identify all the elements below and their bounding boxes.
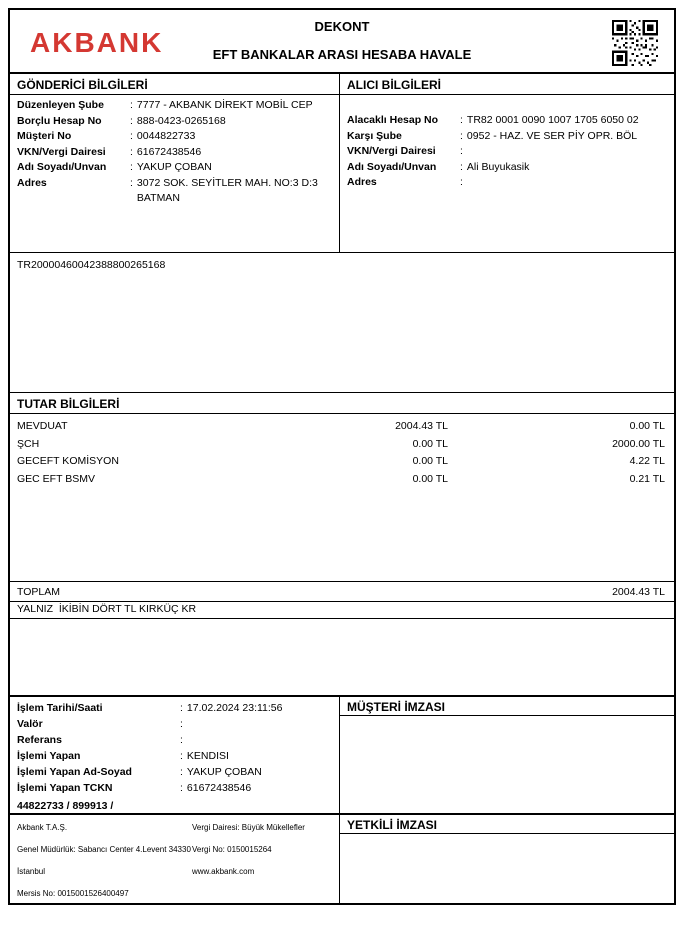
footer-headquarters: Genel Müdürlük: Sabancı Center 4.Levent 34330 <box>17 845 191 854</box>
amount-rows <box>10 414 674 488</box>
footer-city: İstanbul <box>17 867 46 876</box>
sender-row-name: Adı Soyadı/Unvan : YAKUP ÇOBAN <box>17 161 212 173</box>
header-titles <box>10 19 674 62</box>
transaction-reference: TR20000460042388800265168 <box>17 259 166 271</box>
recipient-info-section <box>340 74 674 252</box>
amount-row-sch: ŞCH 0.00 TL 2000.00 TL <box>17 437 665 450</box>
sender-section-title: GÖNDERİCİ BİLGİLERİ <box>10 74 339 95</box>
txn-row-performer-tckn: İşlemi Yapan TCKN : 61672438546 <box>17 782 252 794</box>
sender-row-address: Adres : 3072 SOK. SEYİTLER MAH. NO:3 D:3 BATMAN <box>17 176 318 204</box>
transaction-section <box>10 697 674 815</box>
header <box>10 10 674 74</box>
recipient-row-name: Adı Soyadı/Unvan : Ali Buyukasik <box>347 160 530 173</box>
amount-row-bsmv: GEC EFT BSMV 0.00 TL 0.21 TL <box>17 472 665 485</box>
recipient-section-title: ALICI BİLGİLERİ <box>340 74 674 95</box>
footer-section <box>10 815 674 903</box>
recipient-row-counter-branch: Karşı Şube : 0952 - HAZ. VE SER PİY OPR. BÖL <box>347 129 638 142</box>
recipient-row-address: Adres : <box>347 176 463 188</box>
amount-row-komisyon: GECEFT KOMİSYON 0.00 TL 4.22 TL <box>17 455 665 467</box>
amount-row-mevduat: MEVDUAT 2004.43 TL 0.00 TL <box>17 420 665 432</box>
footer-tax-office: Vergi Dairesi: Büyük Mükellefler <box>192 823 305 832</box>
footer-company-name: Akbank T.A.Ş. <box>17 823 68 832</box>
transaction-details <box>10 697 340 813</box>
akbank-logo: AKBANK <box>30 27 164 58</box>
total-row <box>10 582 674 602</box>
official-signature-title: YETKİLİ İMZASI <box>340 815 674 834</box>
document-subtitle: EFT BANKALAR ARASI HESABA HAVALE <box>212 47 472 62</box>
sender-info-section <box>10 74 340 252</box>
amount-in-words: YALNIZ İKİBİN DÖRT TL KIRKÜÇ KR <box>17 603 197 615</box>
txn-row-performed-by: İşlemi Yapan : KENDISI <box>17 750 229 762</box>
sender-rows <box>10 95 339 207</box>
total-value: 2004.43 TL <box>612 585 665 598</box>
recipient-row-creditor-account: Alacaklı Hesap No : TR82 0001 0090 1007 1705 6050 02 <box>347 114 639 126</box>
recipient-rows <box>340 95 674 191</box>
sender-row-debtor-account: Borçlu Hesap No : 888-0423-0265168 <box>17 114 226 127</box>
receipt-document <box>8 8 676 905</box>
sender-row-customer-no: Müşteri No : 0044822733 <box>17 130 196 142</box>
sender-row-vkn: VKN/Vergi Dairesi : 61672438546 <box>17 145 202 158</box>
qr-code-icon <box>612 20 658 66</box>
txn-row-datetime: İşlem Tarihi/Saati : 17.02.2024 23:11:56 <box>17 702 283 714</box>
recipient-row-vkn: VKN/Vergi Dairesi : <box>347 145 463 157</box>
footer-left-column <box>17 823 192 903</box>
amount-in-words-row <box>10 602 674 619</box>
official-signature-box <box>340 815 674 903</box>
amounts-section <box>10 393 674 582</box>
footer-right-column <box>192 823 339 903</box>
bank-footer-info <box>10 815 340 903</box>
customer-signature-title: MÜŞTERİ İMZASI <box>340 697 674 716</box>
parties-info-section <box>10 74 674 253</box>
empty-section <box>10 619 674 697</box>
reference-section <box>10 253 674 393</box>
footer-mersis-no: Mersis No: 0015001526400497 <box>17 889 129 898</box>
customer-signature-box <box>340 697 674 813</box>
total-label: TOPLAM <box>17 585 60 598</box>
document-title: DEKONT <box>314 19 370 34</box>
txn-row-valor: Valör : <box>17 718 183 730</box>
amounts-section-title: TUTAR BİLGİLERİ <box>10 393 674 414</box>
transaction-code-line: 44822733 / 899913 / <box>17 800 114 812</box>
footer-tax-no: Vergi No: 0150015264 <box>192 845 272 854</box>
sender-row-branch: Düzenleyen Şube : 7777 - AKBANK DİREKT MOBİL CEP <box>17 99 313 111</box>
txn-row-performer-name: İşlemi Yapan Ad-Soyad : YAKUP ÇOBAN <box>17 766 262 778</box>
footer-website: www.akbank.com <box>192 867 255 876</box>
txn-row-referans: Referans : <box>17 734 183 746</box>
